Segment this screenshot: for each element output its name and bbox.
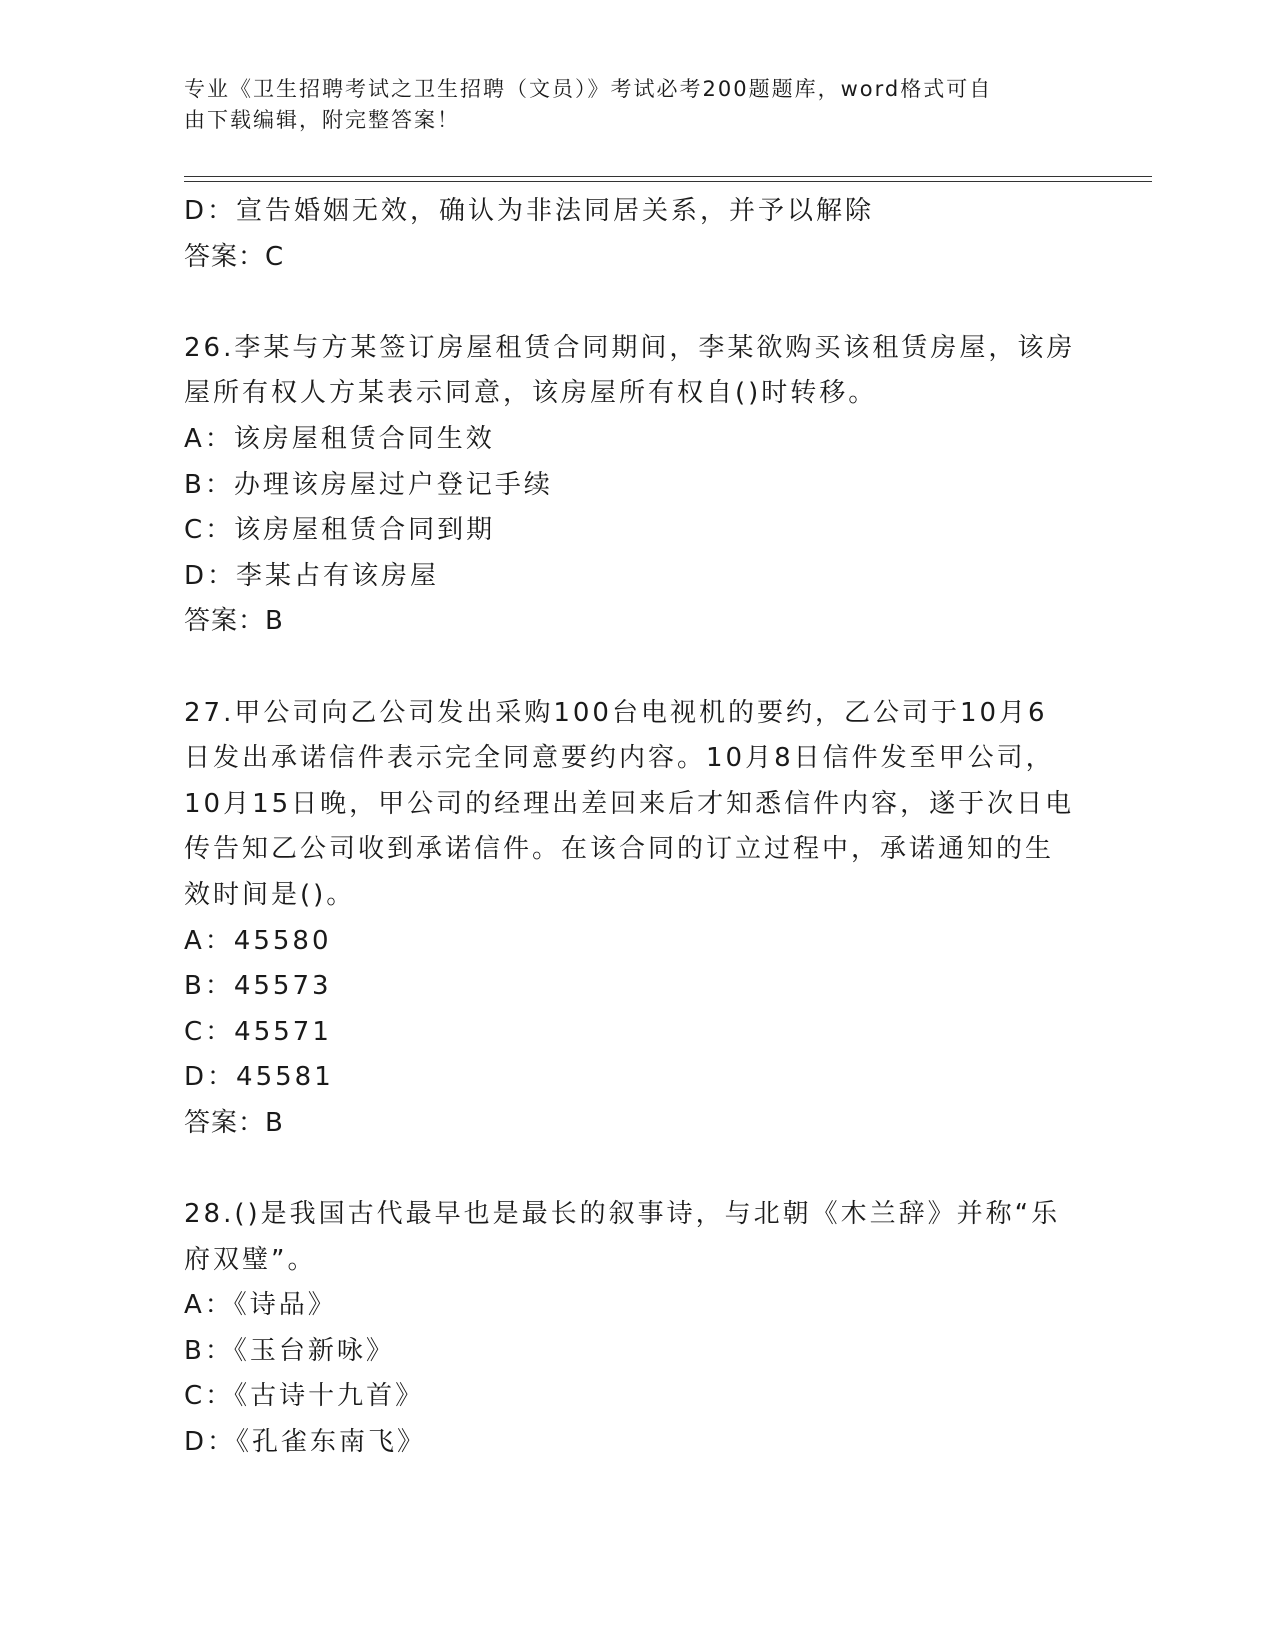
option-a: A：《诗品》	[184, 1290, 337, 1321]
question-stem: 27.甲公司向乙公司发出采购100台电视机的要约，乙公司于10月6	[184, 697, 1048, 728]
question-stem: 10月15日晚，甲公司的经理出差回来后才知悉信件内容，遂于次日电	[184, 788, 1075, 819]
option-d: D：李某占有该房屋	[184, 560, 440, 591]
answer: 答案：C	[184, 241, 285, 272]
option-b: B：《玉台新咏》	[184, 1335, 395, 1366]
option-d: D：45581	[184, 1062, 334, 1093]
option-d: D：宣告婚姻无效，确认为非法同居关系，并予以解除	[184, 196, 875, 226]
question-content	[184, 189, 1084, 1466]
document-header	[184, 74, 1064, 136]
question-stem: 28.()是我国古代最早也是最长的叙事诗，与北朝《木兰辞》并称“乐	[184, 1199, 1061, 1230]
option-c: C：45571	[184, 1016, 332, 1047]
header-line: 由下载编辑，附完整答案！	[184, 108, 460, 132]
spacer	[184, 280, 1084, 326]
answer: 答案：B	[184, 1107, 284, 1138]
option-b: B：办理该房屋过户登记手续	[184, 469, 553, 500]
spacer	[184, 1146, 1084, 1192]
spacer	[184, 645, 1084, 691]
option-c: C：《古诗十九首》	[184, 1381, 425, 1412]
option-a: A：45580	[184, 925, 332, 956]
question-stem: 日发出承诺信件表示完全同意要约内容。10月8日信件发至甲公司，	[184, 743, 1055, 774]
option-a: A：该房屋租赁合同生效	[184, 423, 495, 454]
option-c: C：该房屋租赁合同到期	[184, 515, 496, 546]
option-b: B：45573	[184, 971, 332, 1002]
question-stem: 效时间是()。	[184, 879, 356, 910]
question-stem: 传告知乙公司收到承诺信件。在该合同的订立过程中，承诺通知的生	[184, 834, 1055, 865]
question-stem: 26.李某与方某签订房屋租赁合同期间，李某欲购买该租赁房屋，该房	[184, 332, 1076, 363]
question-stem: 屋所有权人方某表示同意，该房屋所有权自()时转移。	[184, 378, 878, 409]
option-d: D：《孔雀东南飞》	[184, 1427, 427, 1458]
header-divider	[184, 176, 1152, 177]
header-divider	[184, 181, 1152, 182]
answer: 答案：B	[184, 606, 284, 637]
header-line: 专业《卫生招聘考试之卫生招聘（文员）》考试必考200题题库，word格式可自	[184, 77, 993, 101]
question-stem: 府双璧”。	[184, 1244, 317, 1275]
